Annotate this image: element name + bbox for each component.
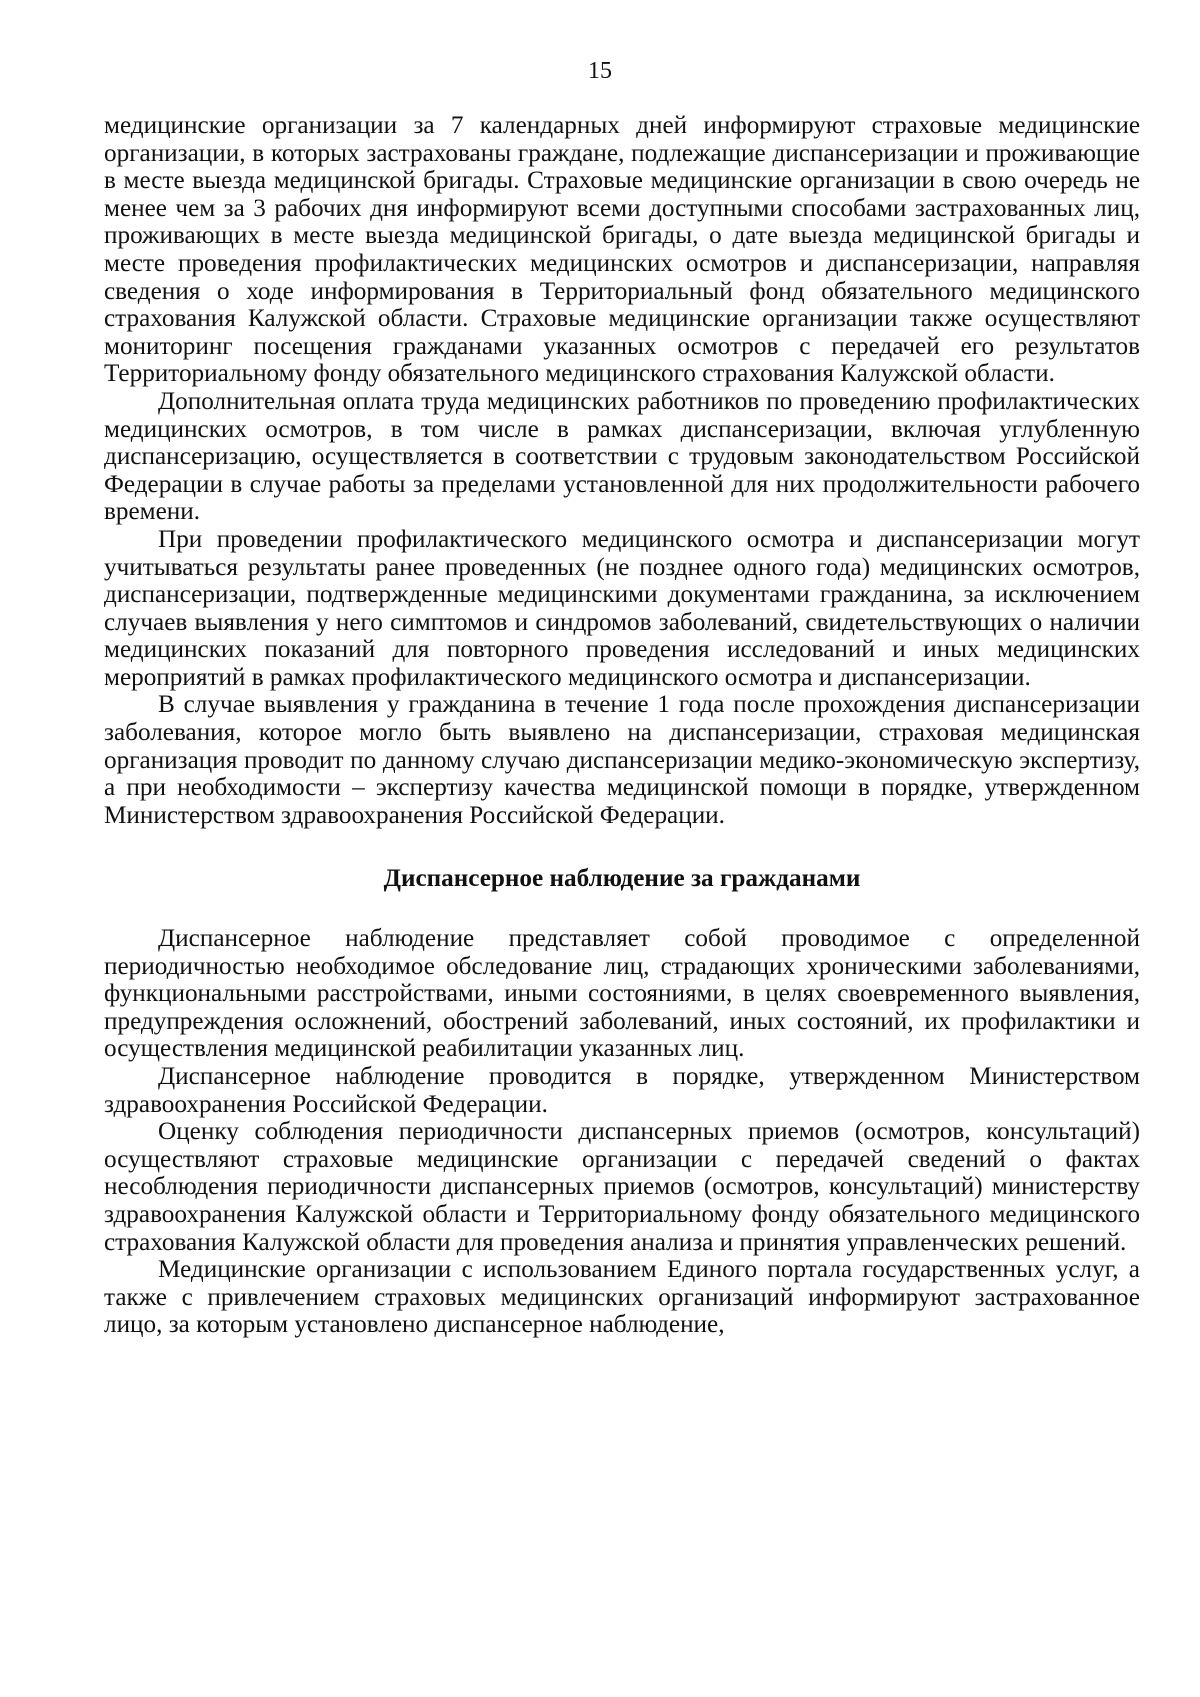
page-number: 15 bbox=[588, 58, 612, 84]
document-body bbox=[104, 112, 1140, 1339]
paragraph-definition: Диспансерное наблюдение представляет собой проводимое с определенной периодичностью необходимое обследование лиц, страдающих хроническими заболеваниями, функциональными расстройствами, иными состояниями, в целях своевременного выявления, предупреждения осложнений, обострений заболеваний, иных состояний, их профилактики и осуществления медицинской реабилитации указанных лиц. bbox=[104, 925, 1140, 1063]
paragraph-continuation: медицинские организации за 7 календарных дней информируют страховые медицинские организации, в которых застрахованы граждане, подлежащие диспансеризации и проживающие в месте выезда медицинской бригады. Страховые медицинские организации в свою очередь не менее чем за 3 рабочих дня информируют всеми доступными способами застрахованных лиц, проживающих в месте выезда медицинской бригады, о дате выезда медицинской бригады и месте проведения профилактических медицинских осмотров и диспансеризации, направляя сведения о ходе информирования в Территориальный фонд обязательного медицинского страхования Калужской области. Страховые медицинские организации также осуществляют мониторинг посещения гражданами указанных осмотров с передачей его результатов Территориальному фонду обязательного медицинского страхования Калужской области. bbox=[104, 112, 1140, 388]
paragraph-additional-pay: Дополнительная оплата труда медицинских работников по проведению профилактических медицинских осмотров, в том числе в рамках диспансеризации, включая углубленную диспансеризацию, осуществляется в соответствии с трудовым законодательством Российской Федерации в случае работы за пределами установленной для них продолжительности рабочего времени. bbox=[104, 387, 1140, 526]
paragraph-procedure: Диспансерное наблюдение проводится в порядке, утвержденном Министерством здравоохранения Российской Федерации. bbox=[104, 1063, 1140, 1118]
paragraph-previous-results: При проведении профилактического медицинского осмотра и диспансеризации могут учитываться результаты ранее проведенных (не позднее одного года) медицинских осмотров, диспансеризации, подтвержденные медицинскими документами гражданина, за исключением случаев выявления у него симптомов и синдромов заболеваний, свидетельствующих о наличии медицинских показаний для повторного проведения исследований и иных медицинских мероприятий в рамках профилактического медицинского осмотра и диспансеризации. bbox=[104, 525, 1140, 691]
section-heading: Диспансерное наблюдение за гражданами bbox=[383, 865, 861, 893]
paragraph-expertise: В случае выявления у гражданина в течение 1 года после прохождения диспансеризации заболевания, которое могло быть выявлено на диспансеризации, страховая медицинская организация проводит по данному случаю диспансеризации медико-экономическую экспертизу, а при необходимости – экспертизу качества медицинской помощи в порядке, утвержденном Министерством здравоохранения Российской Федерации. bbox=[104, 691, 1140, 829]
paragraph-informing: Медицинские организации с использованием Единого портала государственных услуг, а также с привлечением страховых медицинских организаций информируют застрахованное лицо, за которым установлено диспансерное наблюдение, bbox=[104, 1256, 1140, 1339]
paragraph-periodicity: Оценку соблюдения периодичности диспансерных приемов (осмотров, консультаций) осуществляют страховые медицинские организации с передачей сведений о фактах несоблюдения периодичности диспансерных приемов (осмотров, консультаций) министерству здравоохранения Калужской области и Территориальному фонду обязательного медицинского страхования Калужской области для проведения анализа и принятия управленческих решений. bbox=[104, 1118, 1140, 1256]
